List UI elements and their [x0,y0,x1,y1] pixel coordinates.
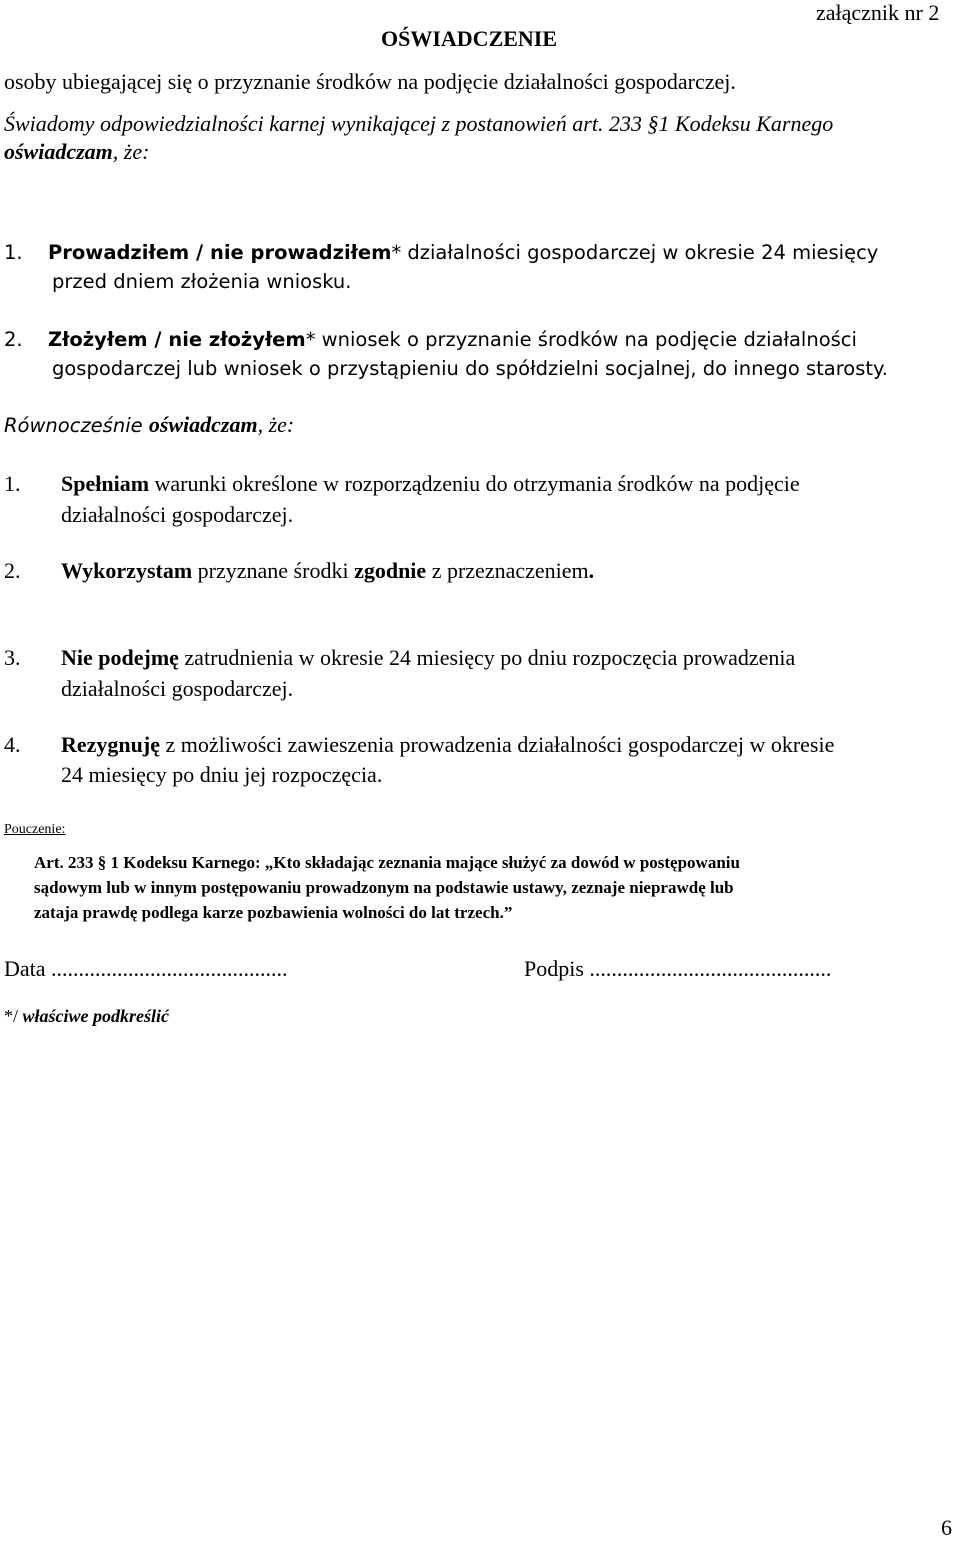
annex-label: załącznik nr 2 [816,0,940,25]
s2-item1-line1 [61,471,800,497]
s1-item1-line1 [48,241,956,264]
s2-item2-line1 [61,558,594,584]
s2-item3-bold: Nie podejmę [61,645,179,670]
s2-item1-number: 1. [4,471,21,496]
s2-item2-bold2: zgodnie [354,558,427,583]
awareness-line-1: Świadomy odpowiedzialności karnej wynikającej z postanowień art. 233 §1 Kodeksu Karnego [4,111,834,136]
s1-item1-text [48,241,878,264]
instruction-label: Pouczenie: [4,822,66,837]
signature-field: Podpis ............................................ [524,956,832,981]
s2-item3-line2: działalności gospodarczej. [61,676,294,701]
s1-item2-bold: Złożyłem / nie złożyłem [48,328,306,351]
simultaneously-prefix: Równocześnie [4,414,149,437]
declare-bold: oświadczam [4,139,113,164]
s2-item1-rest: warunki określone w rozporządzeniu do otrzymania środków na podjęcie [149,471,800,496]
s1-item2-rest: * wniosek o przyznanie środków na podjęcie działalności [305,328,857,351]
s2-item1-line2: działalności gospodarczej. [61,502,294,527]
footnote [4,1006,169,1027]
s2-item2-tail: z przeznaczeniem [426,558,589,583]
awareness-line-2 [4,139,149,165]
s1-item1-number: 1. [4,241,23,264]
footnote-text: właściwe podkreślić [22,1006,170,1026]
s2-item2-mid: przyznane środki [192,558,355,583]
s2-item4-line1 [61,732,834,758]
s2-item4-rest: z możliwości zawieszenia prowadzenia działalności gospodarczej w okresie [159,732,835,757]
document-title: OŚWIADCZENIE [381,26,558,51]
s2-item3-line1 [61,645,795,671]
declare-suffix: , że: [112,139,150,164]
instruction-line-3: zataja prawdę podlega karze pozbawienia wolności do lat trzech.” [34,903,513,922]
date-field: Data ........................................... [4,956,288,981]
s2-item3-rest: zatrudnienia w okresie 24 miesięcy po dniu rozpoczęcia prowadzenia [178,645,796,670]
intro-text: osoby ubiegającej się o przyznanie środków na podjęcie działalności gospodarczej. [4,69,736,94]
simultaneously-line [4,412,294,438]
s2-item2-bold: Wykorzystam [61,558,193,583]
s1-item1-line2: przed dniem złożenia wniosku. [52,270,352,293]
s2-item4-number: 4. [4,732,21,757]
s1-item2-line2: gospodarczej lub wniosek o przystąpieniu do spółdzielni socjalnej, do innego starosty. [52,357,888,380]
s2-item2-tail-bold: . [588,558,595,583]
footnote-prefix: */ [4,1006,23,1026]
simultaneously-bold: oświadczam [148,412,258,437]
s2-item4-bold: Rezygnuję [61,732,160,757]
instruction-line-1: Art. 233 § 1 Kodeksu Karnego: „Kto składając zeznania mające służyć za dowód w postępowaniu [34,853,740,872]
page-number: 6 [941,1515,952,1540]
s1-item1-rest: * działalności gospodarczej w okresie 24 miesięcy [391,241,879,264]
s1-item1-bold: Prowadziłem / nie prowadziłem [48,241,392,264]
s2-item4-line2: 24 miesięcy po dniu jej rozpoczęcia. [61,762,383,787]
s2-item1-bold: Spełniam [61,471,150,496]
instruction-line-2: sądowym lub w innym postępowaniu prowadzonym na podstawie ustawy, zeznaje nieprawdę lub [34,878,734,897]
s2-item3-number: 3. [4,645,21,670]
simultaneously-suffix: , że: [257,412,295,437]
s1-item2-number: 2. [4,328,23,351]
s2-item2-number: 2. [4,558,21,583]
s1-item2-line1 [48,328,857,351]
